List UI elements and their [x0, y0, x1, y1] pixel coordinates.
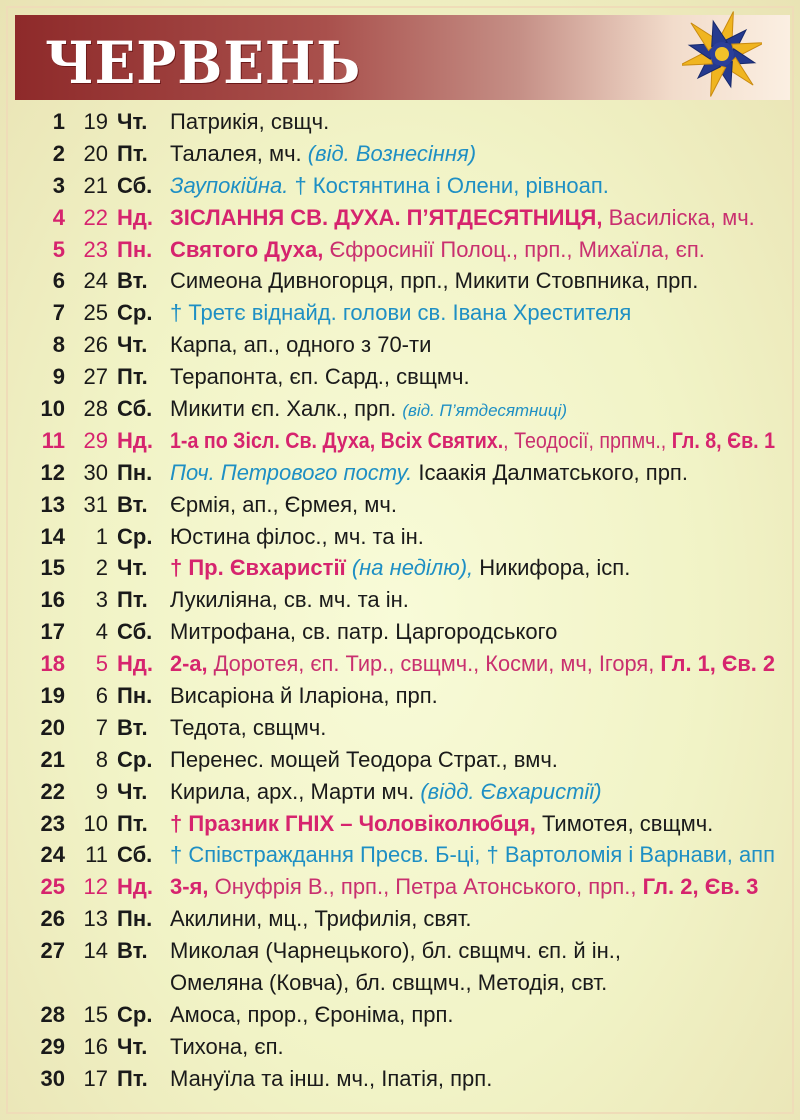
weekday: Нд.	[117, 204, 153, 230]
day-number: 3	[52, 172, 65, 198]
weekday: Чт.	[117, 555, 148, 581]
saints-text	[170, 712, 326, 744]
saints-text	[170, 808, 713, 840]
text-segment: (від. Вознесіння)	[307, 140, 477, 166]
text-segment: Перенес. мощей Теодора Страт., вмч.	[170, 746, 558, 772]
text-segment: Єфросинії Полоц., прп., Михаїла, єп.	[329, 236, 705, 262]
day-number: 16	[40, 587, 65, 613]
saints-text	[170, 999, 454, 1031]
weekday: Чт.	[117, 109, 148, 134]
day-number: 30	[40, 1065, 65, 1091]
saints-text	[170, 776, 602, 808]
text-segment: Доротея, єп. Тир., свщмч., Косми, мч, Ігоря,	[213, 651, 661, 677]
weekday: Пн.	[117, 236, 153, 262]
day-row	[0, 1063, 800, 1095]
old-style-date: 5	[95, 651, 108, 677]
text-segment: † Співстраждання Пресв. Б-ці, † Вартоломія і Варнави, апп	[170, 842, 775, 868]
text-segment: † Пр. Євхаристії	[170, 555, 352, 581]
weekday: Сб.	[117, 396, 153, 422]
text-segment: Гл. 1, Єв. 2	[660, 651, 775, 677]
old-style-date: 15	[83, 1001, 108, 1027]
old-style-date: 19	[83, 109, 108, 134]
old-style-date: 25	[83, 300, 108, 326]
day-number: 24	[40, 842, 65, 868]
text-segment: 3-я,	[170, 874, 215, 900]
day-number: 25	[40, 874, 65, 900]
text-segment: Талалея, мч.	[170, 140, 308, 166]
text-segment: Никифора, ісп.	[479, 555, 631, 581]
saints-text	[170, 616, 557, 648]
saints-text	[170, 584, 409, 616]
saints-text	[170, 680, 438, 712]
day-number: 1	[52, 109, 65, 134]
weekday: Вт.	[117, 714, 148, 740]
day-row	[0, 808, 800, 840]
text-segment: 1-а по Зісл. Св. Духа, Всіх Святих.	[170, 427, 504, 453]
day-number: 27	[40, 938, 65, 964]
saints-text	[170, 138, 476, 170]
old-style-date: 29	[83, 427, 108, 453]
saints-text	[170, 903, 472, 935]
old-style-date: 2	[95, 555, 108, 581]
day-row	[0, 297, 800, 329]
weekday: Чт.	[117, 332, 148, 358]
old-style-date: 3	[95, 587, 108, 613]
weekday: Ср.	[117, 746, 153, 772]
day-row	[0, 489, 800, 521]
day-row	[0, 744, 800, 776]
text-segment: Кирила, арх., Марти мч.	[170, 778, 421, 804]
old-style-date: 17	[83, 1065, 108, 1091]
weekday: Пн.	[117, 683, 153, 709]
old-style-date: 6	[95, 683, 108, 709]
day-row	[0, 680, 800, 712]
day-number: 10	[40, 396, 65, 422]
saints-text	[170, 425, 775, 457]
weekday: Вт.	[117, 491, 148, 517]
text-segment: , Теодосії, прпмч.,	[503, 427, 672, 453]
day-row	[0, 361, 800, 393]
weekday: Чт.	[117, 778, 148, 804]
old-style-date: 4	[95, 619, 108, 645]
text-segment: (від. П’ятдесятниці)	[402, 401, 568, 421]
old-style-date: 16	[83, 1033, 108, 1059]
day-number: 13	[40, 491, 65, 517]
weekday: Сб.	[117, 172, 153, 198]
old-style-date: 12	[83, 874, 108, 900]
day-row	[0, 935, 800, 967]
old-style-date: 10	[83, 810, 108, 836]
month-banner	[15, 15, 790, 100]
day-row	[0, 138, 800, 170]
weekday: Пт.	[117, 810, 148, 836]
saints-text	[170, 967, 607, 999]
weekday: Ср.	[117, 300, 153, 326]
month-title: ЧЕРВЕНЬ	[45, 29, 362, 97]
weekday: Пн.	[117, 906, 153, 932]
text-segment: Заупокійна.	[170, 172, 295, 198]
saints-text	[170, 457, 688, 489]
old-style-date: 22	[83, 204, 108, 230]
day-row-continuation	[0, 967, 800, 999]
saints-text	[170, 839, 775, 871]
text-segment: Миколая (Чарнецького), бл. свщмч. єп. й ін.,	[170, 938, 621, 964]
old-style-date: 21	[83, 172, 108, 198]
text-segment: Митрофана, св. патр. Царгородського	[170, 619, 558, 645]
day-number: 23	[40, 810, 65, 836]
text-segment: Тихона, єп.	[170, 1033, 284, 1059]
day-number: 20	[40, 714, 65, 740]
text-segment: Єрмія, ап., Єрмея, мч.	[170, 491, 397, 517]
day-row	[0, 202, 800, 234]
saints-text	[170, 1031, 284, 1063]
saints-text	[170, 265, 698, 297]
old-style-date: 13	[83, 906, 108, 932]
weekday: Нд.	[117, 651, 153, 677]
weekday: Нд.	[117, 874, 153, 900]
saints-text	[170, 297, 631, 329]
day-number: 28	[40, 1001, 65, 1027]
day-number: 26	[40, 906, 65, 932]
text-segment: Гл. 2, Єв. 3	[642, 874, 759, 900]
weekday: Чт.	[117, 1033, 148, 1059]
old-style-date: 26	[83, 332, 108, 358]
day-row	[0, 1031, 800, 1063]
saints-text	[170, 489, 397, 521]
weekday: Пт.	[117, 1065, 148, 1091]
day-row	[0, 425, 800, 457]
text-segment: Гл. 8, Єв. 1	[671, 427, 775, 453]
day-row	[0, 329, 800, 361]
day-row	[0, 521, 800, 553]
text-segment: Амоса, прор., Єроніма, прп.	[170, 1001, 454, 1027]
old-style-date: 31	[83, 491, 108, 517]
old-style-date: 1	[95, 523, 108, 549]
day-number: 11	[41, 427, 65, 453]
saints-text	[170, 361, 470, 393]
old-style-date: 24	[83, 268, 108, 294]
saints-text	[170, 552, 630, 584]
text-segment: Онуфрія В., прп., Петра Атонського, прп.,	[214, 874, 643, 900]
weekday: Сб.	[117, 619, 153, 645]
day-number: 21	[40, 746, 65, 772]
day-row	[0, 871, 800, 903]
text-segment: Ісаакія Далматського, прп.	[418, 459, 688, 485]
weekday: Пт.	[117, 140, 148, 166]
saints-text	[170, 871, 758, 903]
day-number: 17	[40, 619, 65, 645]
day-row	[0, 648, 800, 680]
weekday: Пн.	[117, 459, 153, 485]
day-number: 6	[52, 268, 65, 294]
day-row	[0, 170, 800, 202]
day-number: 29	[40, 1033, 65, 1059]
weekday: Ср.	[117, 1001, 153, 1027]
saints-text	[170, 170, 609, 202]
saints-text	[170, 1063, 492, 1095]
old-style-date: 27	[83, 364, 108, 390]
text-segment: Омеляна (Ковча), бл. свщмч., Методія, свт.	[170, 970, 608, 996]
day-number: 18	[40, 651, 65, 677]
text-segment: Тимотея, свщмч.	[541, 810, 714, 836]
old-style-date: 30	[83, 459, 108, 485]
old-style-date: 23	[83, 236, 108, 262]
day-row	[0, 903, 800, 935]
weekday: Ср.	[117, 523, 153, 549]
saints-text	[170, 106, 329, 138]
old-style-date: 8	[95, 746, 108, 772]
day-number: 14	[40, 523, 65, 549]
text-segment: Висаріона й Іларіона, прп.	[170, 683, 438, 709]
day-row	[0, 552, 800, 584]
text-segment: Терапонта, єп. Сард., свщмч.	[170, 364, 470, 390]
text-segment: (відд. Євхаристії)	[420, 778, 602, 804]
day-row	[0, 616, 800, 648]
day-number: 5	[52, 236, 65, 262]
old-style-date: 14	[83, 938, 108, 964]
text-segment: † Празник ГНІХ – Чоловіколюбця,	[170, 810, 542, 836]
day-row	[0, 999, 800, 1031]
day-number: 4	[52, 204, 65, 230]
text-segment: Карпа, ап., одного з 70-ти	[170, 332, 432, 358]
old-style-date: 28	[83, 396, 108, 422]
text-segment: Василіска, мч.	[608, 204, 755, 230]
old-style-date: 20	[83, 140, 108, 166]
day-number: 2	[52, 140, 65, 166]
saints-text	[170, 234, 705, 266]
weekday: Пт.	[117, 587, 148, 613]
saints-text	[170, 648, 775, 680]
day-row	[0, 234, 800, 266]
saints-text	[170, 329, 431, 361]
text-segment: Лукиліяна, св. мч. та ін.	[170, 587, 409, 613]
flower-ornament-icon	[682, 6, 762, 102]
day-number: 22	[40, 778, 65, 804]
saints-text	[170, 935, 621, 967]
weekday: Сб.	[117, 842, 153, 868]
text-segment: 2-а,	[170, 651, 214, 677]
saints-text	[170, 521, 424, 553]
day-number: 8	[52, 332, 65, 358]
saints-text	[170, 393, 567, 427]
day-row	[0, 584, 800, 616]
text-segment: Святого Духа,	[170, 236, 330, 262]
saints-text	[170, 202, 755, 234]
day-row	[0, 457, 800, 489]
day-number: 15	[40, 555, 65, 581]
day-number: 7	[52, 300, 65, 326]
weekday: Нд.	[117, 427, 153, 453]
saints-text	[170, 744, 558, 776]
day-row	[0, 393, 800, 425]
text-segment: † Третє віднайд. голови св. Івана Хрестителя	[170, 300, 632, 326]
old-style-date: 7	[95, 714, 108, 740]
text-segment: Симеона Дивногорця, прп., Микити Стовпника, прп.	[170, 268, 699, 294]
weekday: Вт.	[117, 268, 148, 294]
day-number: 12	[40, 459, 65, 485]
text-segment: Поч. Петрового посту.	[170, 459, 419, 485]
days-list	[0, 106, 800, 1095]
day-row	[0, 776, 800, 808]
old-style-date: 9	[95, 778, 108, 804]
text-segment: ЗІСЛАННЯ СВ. ДУХА. П’ЯТДЕСЯТНИЦЯ,	[170, 204, 609, 230]
text-segment: Акилини, мц., Трифилія, свят.	[170, 906, 472, 932]
text-segment: Юстина філос., мч. та ін.	[170, 523, 424, 549]
text-segment: Патрикія, свщч.	[170, 109, 330, 134]
day-row	[0, 839, 800, 871]
text-segment: (на неділю),	[351, 555, 480, 581]
day-row	[0, 712, 800, 744]
day-number: 19	[40, 683, 65, 709]
day-row	[0, 106, 800, 138]
text-segment: Тедота, свщмч.	[170, 714, 327, 740]
text-segment: Мануїла та інш. мч., Іпатія, прп.	[170, 1065, 493, 1091]
day-row	[0, 265, 800, 297]
day-number: 9	[52, 364, 65, 390]
text-segment: † Костянтина і Олени, рівноап.	[294, 172, 609, 198]
weekday: Вт.	[117, 938, 148, 964]
weekday: Пт.	[117, 364, 148, 390]
text-segment: Микити єп. Халк., прп.	[170, 396, 403, 422]
old-style-date: 11	[85, 842, 108, 868]
